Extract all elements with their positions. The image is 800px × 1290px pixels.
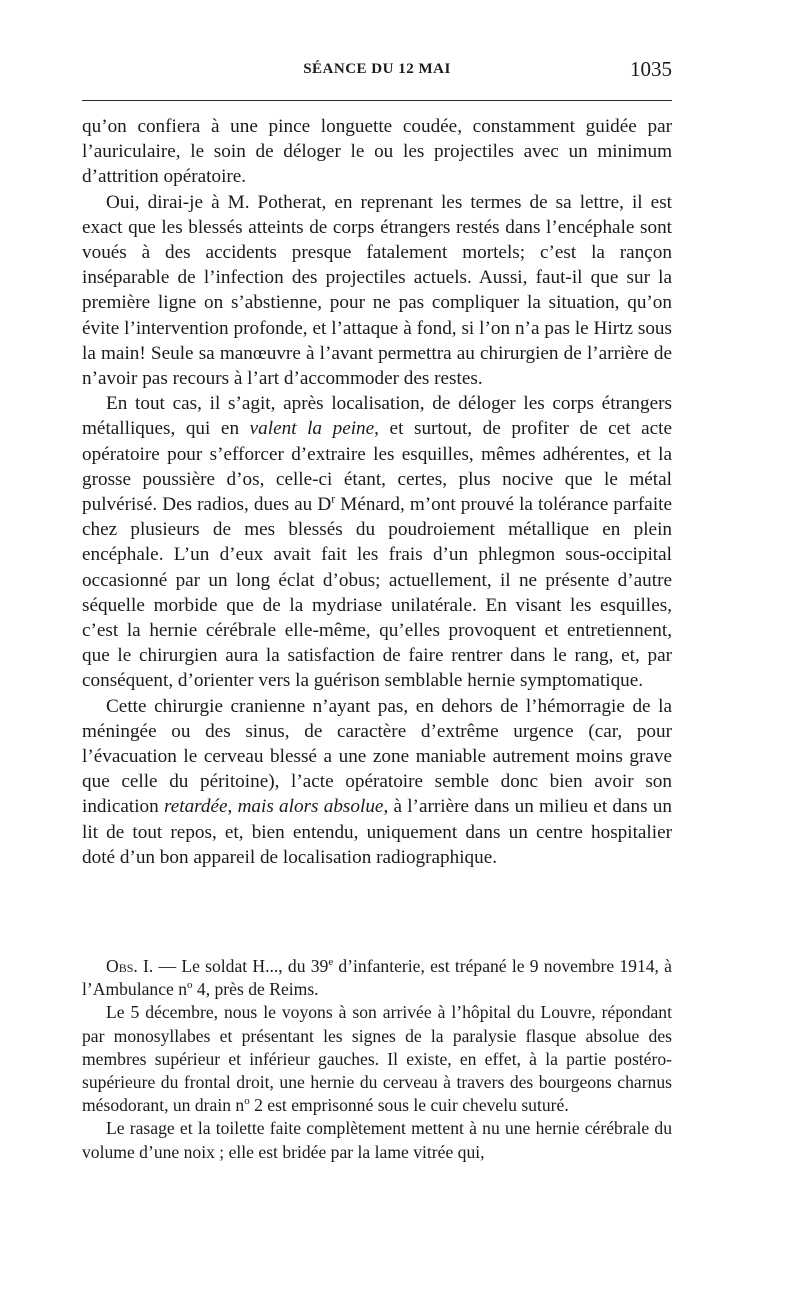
italic-run: mais alors absolue xyxy=(237,796,384,818)
observation-section xyxy=(82,955,672,1164)
paragraph-1: qu’on confiera à une pince longuette coudée, constamment guidée par l’auriculaire, le soin de déloger le ou les projectiles avec un minimum d’attrition opératoire. xyxy=(82,116,672,188)
running-head: SÉANCE DU 12 MAI xyxy=(303,61,451,77)
text-run: Le 5 décembre, nous le voyons à son arrivée à l’hôpital du Louvre, répondant par monosyllabes et présentant les signes de la paralysie flasque absolue des membres supérieur et inférieur gauches. Il existe, en effet, à la partie postéro-supérieure du frontal droit, une hernie du cerveau à travers des bourgeons charnus mésodorant, un drain n xyxy=(82,1002,672,1116)
paragraph-4 xyxy=(82,694,672,870)
observation-paragraph-1 xyxy=(82,955,672,1001)
text-run: , à l’arrière dans un milieu et dans un lit de tout repos, et, bien entendu, uniquement dans un centre hospitalier doté d’un bon appareil de localisation radiographique. xyxy=(82,796,672,868)
observation-paragraph-3: Le rasage et la toilette faite complètement mettent à nu une hernie cérébrale du volume d’une noix ; elle est bridée par la lame vitrée qui, xyxy=(82,1118,672,1162)
text-run: — Le soldat H..., du 39 xyxy=(153,956,329,976)
page-number: 1035 xyxy=(630,57,672,81)
italic-run: retardée xyxy=(163,796,228,818)
text-run: 2 est emprisonné sous le cuir chevelu suturé. xyxy=(249,1095,569,1116)
observation-paragraph-2 xyxy=(82,1001,672,1117)
page-header xyxy=(82,57,672,87)
text-run: d’infanterie, est trépané le 9 novembre 1914, à l’Ambulance n xyxy=(82,956,672,1000)
main-text xyxy=(82,114,672,870)
text-run: 4, près de Reims. xyxy=(192,979,319,1000)
paragraph-2: Oui, dirai-je à M. Potherat, en reprenant les termes de sa lettre, il est exact que les blessés atteints de corps étrangers restés dans l’encéphale sont voués à des accidents presque fatalement mortels; c’est la rançon inséparable de l’infection des projectiles actuels. Aussi, faut-il que sur la première ligne on s’abstienne, pour ne pas compliquer la situation, qu’on évite l’intervention profonde, et l’attaque à fond, si l’on n’a pas le Hirtz sous la main! Seule sa manœuvre à l’avant permettra au chirurgien de l’arrière de n’avoir pas recours à l’art d’accommoder des restes. xyxy=(82,191,672,390)
text-run: En tout cas, il s’agit, après localisation, de déloger les corps étrangers métalliques, qui en xyxy=(82,393,672,440)
superscript: r xyxy=(331,491,336,506)
paragraph-3 xyxy=(82,391,672,693)
superscript: o xyxy=(187,979,193,992)
italic-run: valent la peine xyxy=(249,418,375,440)
text-run: Cette chirurgie cranienne n’ayant pas, en dehors de l’hémorragie de la méningée ou des sinus, de caractère d’extrême urgence (car, pour l’évacuation le cerveau blessé a une zone maniable autrement moins grave que celle du péritoine), l’acte opératoire semble donc bien avoir son indication xyxy=(82,695,672,818)
header-rule xyxy=(82,100,672,101)
superscript: o xyxy=(244,1095,250,1108)
text-run: Ménard, m’ont prouvé la tolérance parfaite chez plusieurs de mes blessés du poudroiement métallique en plein encéphale. L’un d’eux avait fait les frais d’un phlegmon sous-occipital occasionné par un long éclat d’obus; actuellement, il ne présente d’autre séquelle morbide que de la mydriase unilatérale. En visant les esquilles, c’est la hernie cérébrale elle-même, qu’elles provoquent et entretiennent, que le chirurgien aura la satisfaction de faire rentrer dans le rang, et, par conséquent, d’orienter vers la guérison semblable hernie symptomatique. xyxy=(82,494,672,692)
text-run: , et surtout, de profiter de cet acte opératoire pour s’efforcer d’extraire les esquilles, mêmes adhérentes, et la grosse poussière d’os, celle-ci étant, certes, plus nocive que le métal pulvérisé. Des radios, dues au D xyxy=(82,418,672,516)
text-run: , xyxy=(227,796,238,818)
superscript: e xyxy=(328,956,334,969)
observation-label: Obs. I. xyxy=(106,956,154,976)
